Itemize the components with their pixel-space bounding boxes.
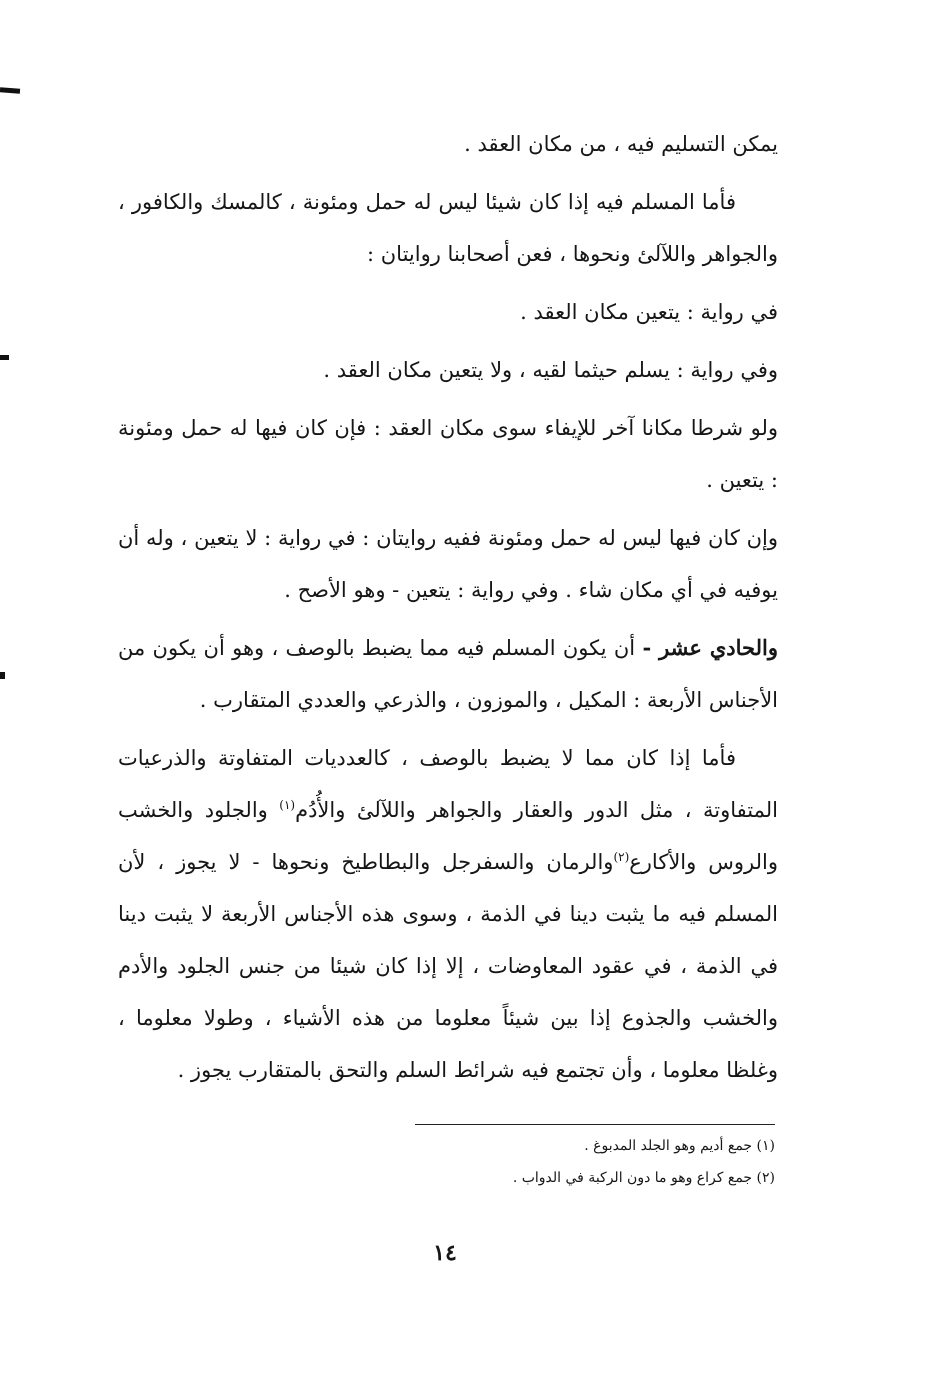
body-text [118, 118, 778, 1102]
paragraph-8 [118, 732, 778, 1096]
footnote-divider [415, 1124, 775, 1125]
section-lead: والحادي عشر - [642, 635, 778, 660]
paragraph-4: وفي رواية : يسلم حيثما لقيه ، ولا يتعين مكان العقد . [323, 358, 778, 382]
scan-edge-mark [0, 672, 5, 679]
paragraph-8-part3: والرمان والسفرجل والبطاطيخ ونحوها - لا يجوز ، لأن المسلم فيه ما يثبت دينا في الذمة ، وسوى هذه الأجناس الأربعة لا يثبت دينا في الذمة ، في عقود المعاوضات ، إلا إذا كان شيئا من جنس الجلود والأدم والخشب والجذوع إذا بين شيئاً معلوما من هذه الأشياء ، وطولا معلوما ، وغلظا معلوما ، وأن تجتمع فيه شرائط السلم والتحق بالمتقارب يجوز . [118, 850, 778, 1082]
paragraph-7 [118, 622, 778, 726]
footnote-1: (١) جمع أديم وهو الجلد المدبوغ . [584, 1138, 775, 1154]
footnotes [415, 1130, 775, 1194]
paragraph-1: يمكن التسليم فيه ، من مكان العقد . [464, 132, 778, 156]
paragraph-8-part1: فأما إذا كان مما لا يضبط بالوصف ، كالعدديات المتفاوتة والذرعيات المتفاوتة ، مثل الدور والعقار والجواهر واللآلئ والأُدُم [118, 746, 778, 822]
paragraph-5: ولو شرطا مكانا آخر للإيفاء سوى مكان العقد : فإن كان فيها له حمل ومئونة : يتعين . [118, 416, 778, 492]
paragraph-8-part2: والجلود والخشب والروس والأكارع [118, 798, 778, 874]
paragraph-7-text: أن يكون المسلم فيه مما يضبط بالوصف ، وهو أن يكون من الأجناس الأربعة : المكيل ، والموزون ، والذرعي والعددي المتقارب . [118, 636, 778, 712]
footnote-2: (٢) جمع كراع وهو ما دون الركبة في الدواب . [512, 1170, 775, 1186]
footnote-ref-1: (١) [279, 798, 296, 812]
paragraph-6: وإن كان فيها ليس له حمل ومئونة ففيه روايتان : في رواية : لا يتعين ، وله أن يوفيه في أي مكان شاء . وفي رواية : يتعين - وهو الأصح . [118, 526, 778, 602]
paragraph-2: فأما المسلم فيه إذا كان شيئا ليس له حمل ومئونة ، كالمسك والكافور ، والجواهر واللآلئ ونحوها ، فعن أصحابنا روايتان : [118, 190, 778, 266]
page-number: ١٤ [433, 1240, 457, 1266]
scan-edge-mark [0, 355, 9, 360]
paragraph-3: في رواية : يتعين مكان العقد . [520, 300, 778, 324]
scan-edge-mark [0, 87, 20, 93]
footnote-ref-2: (٢) [613, 850, 630, 864]
